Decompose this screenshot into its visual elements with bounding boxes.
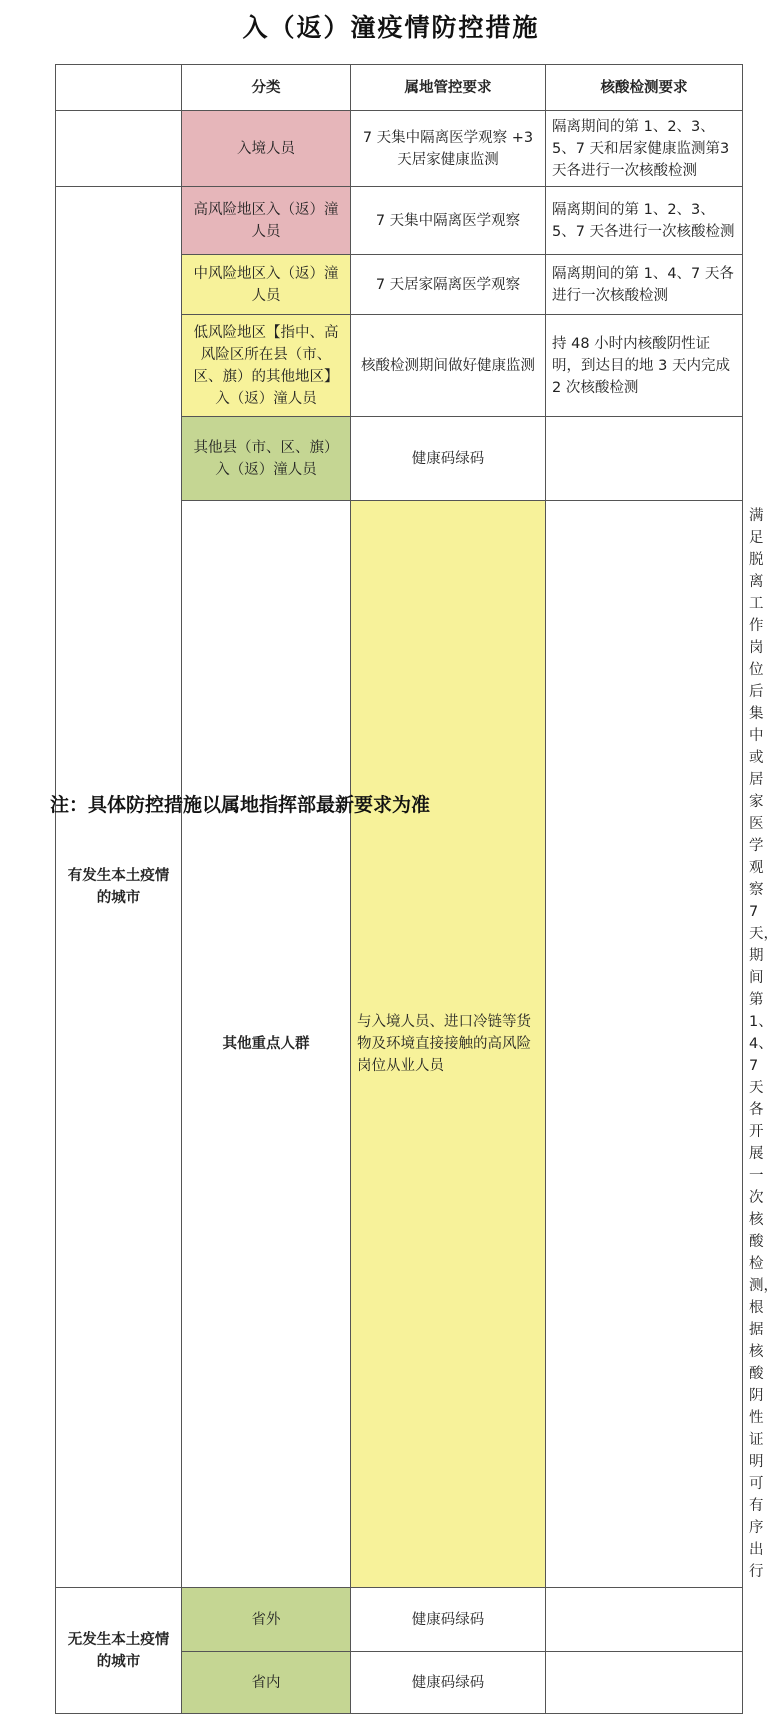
testing-cell: 隔离期间的第 1、2、3、5、7 天和居家健康监测第3天各进行一次核酸检测 (546, 111, 743, 187)
measures-table (55, 64, 778, 1714)
control-cell: 健康码绿码 (351, 1588, 546, 1652)
control-cell: 7 天集中隔离医学观察 (351, 187, 546, 255)
category-cell: 与入境人员、进口冷链等货物及环境直接接触的高风险岗位从业人员 (351, 501, 546, 1588)
header-control: 属地管控要求 (351, 65, 546, 111)
header-row (56, 65, 743, 111)
table-row (56, 1588, 743, 1652)
testing-cell: 持 48 小时内核酸阴性证明，到达目的地 3 天内完成 2 次核酸检测 (546, 315, 743, 417)
testing-cell (546, 1588, 743, 1652)
group-blank-cell (56, 111, 182, 187)
category-cell: 高风险地区入（返）潼人员 (182, 187, 351, 255)
category-cell: 中风险地区入（返）潼人员 (182, 255, 351, 315)
category-cell: 省外 (182, 1588, 351, 1652)
header-blank-cell (56, 65, 182, 111)
testing-cell (546, 1652, 743, 1714)
testing-cell: 隔离期间的第 1、4、7 天各进行一次核酸检测 (546, 255, 743, 315)
page-title: 入（返）潼疫情防控措施 (242, 13, 540, 42)
control-cell: 健康码绿码 (351, 417, 546, 501)
category-cell: 低风险地区【指中、高风险区所在县（市、区、旗）的其他地区】入（返）潼人员 (182, 315, 351, 417)
category-cell: 其他县（市、区、旗）入（返）潼人员 (182, 417, 351, 501)
footnote: 注：具体防控措施以属地指挥部最新要求为准 (50, 794, 431, 816)
group-cell-other-key: 其他重点人群 (182, 501, 351, 1588)
control-cell: 健康码绿码 (351, 1652, 546, 1714)
control-cell: 核酸检测期间做好健康监测 (351, 315, 546, 417)
testing-cell (546, 417, 743, 501)
category-cell: 入境人员 (182, 111, 351, 187)
control-cell: 7 天集中隔离医学观察 +3 天居家健康监测 (351, 111, 546, 187)
testing-cell: 隔离期间的第 1、2、3、5、7 天各进行一次核酸检测 (546, 187, 743, 255)
category-cell: 省内 (182, 1652, 351, 1714)
header-category: 分类 (182, 65, 351, 111)
header-testing: 核酸检测要求 (546, 65, 743, 111)
control-cell: 7 天居家隔离医学观察 (351, 255, 546, 315)
table-row (56, 111, 743, 187)
table-row: 其他重点人群 与入境人员、进口冷链等货物及环境直接接触的高风险岗位从业人员 满足脱离工作岗位后集中或居家医学观察 7 天，期间第 1、4、7 天各开展一次核酸检测，根据核酸阴性证明可有序出行 (56, 501, 743, 1588)
table-row (56, 187, 743, 255)
control-cell (546, 501, 743, 1588)
group-cell-city-with-cases: 有发生本土疫情的城市 (56, 187, 182, 1588)
group-cell-city-without-cases: 无发生本土疫情的城市 (56, 1588, 182, 1714)
